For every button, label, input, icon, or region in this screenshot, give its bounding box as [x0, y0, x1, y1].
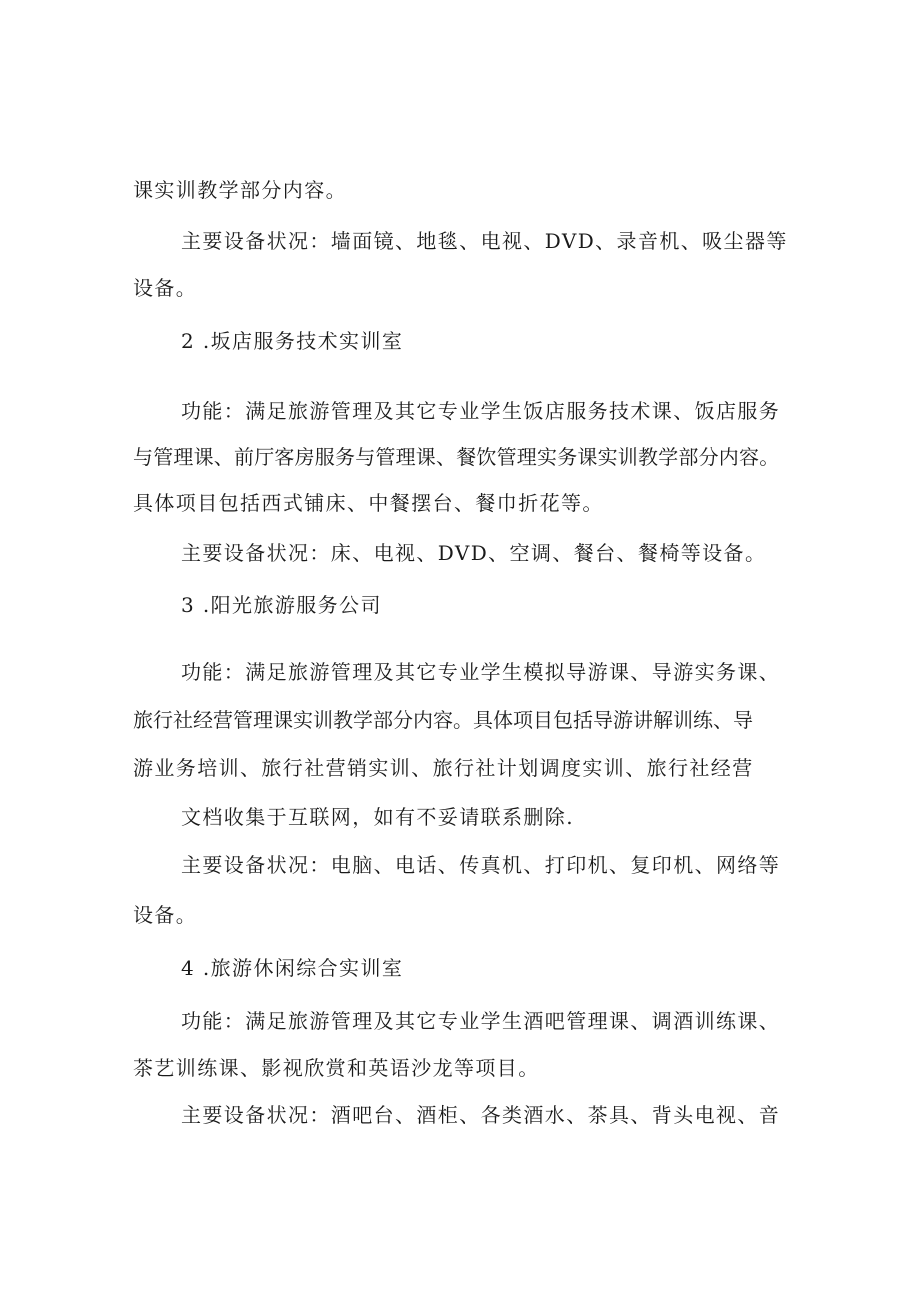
text-line-2: 主要设备状况：墙面镜、地毯、电视、DVD、录音机、吸尘器等	[181, 229, 788, 253]
text-line-14: 主要设备状况：电脑、电话、传真机、打印机、复印机、网络等	[181, 853, 781, 877]
text-line-7: 具体项目包括西式铺床、中餐摆台、餐巾折花等。	[133, 491, 604, 515]
text-line-11: 旅行社经营管理课实训教学部分内容。具体项目包括导游讲解训练、导	[133, 708, 753, 732]
text-line-15: 设备。	[133, 903, 198, 927]
text-line-10: 功能：满足旅游管理及其它专业学生模拟导游课、导游实务课、	[181, 660, 781, 684]
text-line-8: 主要设备状况：床、电视、DVD、空调、餐台、餐椅等设备。	[181, 541, 767, 565]
text-line-12: 游业务培训、旅行社营销实训、旅行社计划调度实训、旅行社经营	[133, 756, 754, 780]
text-line-19: 主要设备状况：酒吧台、酒柜、各类酒水、茶具、背头电视、音	[181, 1103, 781, 1127]
text-line-5: 功能：满足旅游管理及其它专业学生饭店服务技术课、饭店服务	[181, 399, 781, 423]
section-heading-2: 2 .坂店服务技术实训室	[181, 329, 404, 353]
text-line-17: 功能：满足旅游管理及其它专业学生酒吧管理课、调酒训练课、	[181, 1009, 781, 1033]
section-heading-3: 3 .阳光旅游服务公司	[181, 593, 382, 617]
text-line-6: 与管理课、前厅客房服务与管理课、餐饮管理实务课实训教学部分内容。	[133, 445, 780, 469]
text-line-1: 课实训教学部分内容。	[133, 178, 347, 202]
section-heading-4: 4 .旅游休闲综合实训室	[181, 956, 404, 980]
text-line-3: 设备。	[133, 276, 198, 300]
text-line-13: 文档收集于互联网，如有不妥请联系删除.	[181, 805, 574, 829]
text-line-18: 茶艺训练课、影视欣赏和英语沙龙等项目。	[133, 1056, 540, 1080]
